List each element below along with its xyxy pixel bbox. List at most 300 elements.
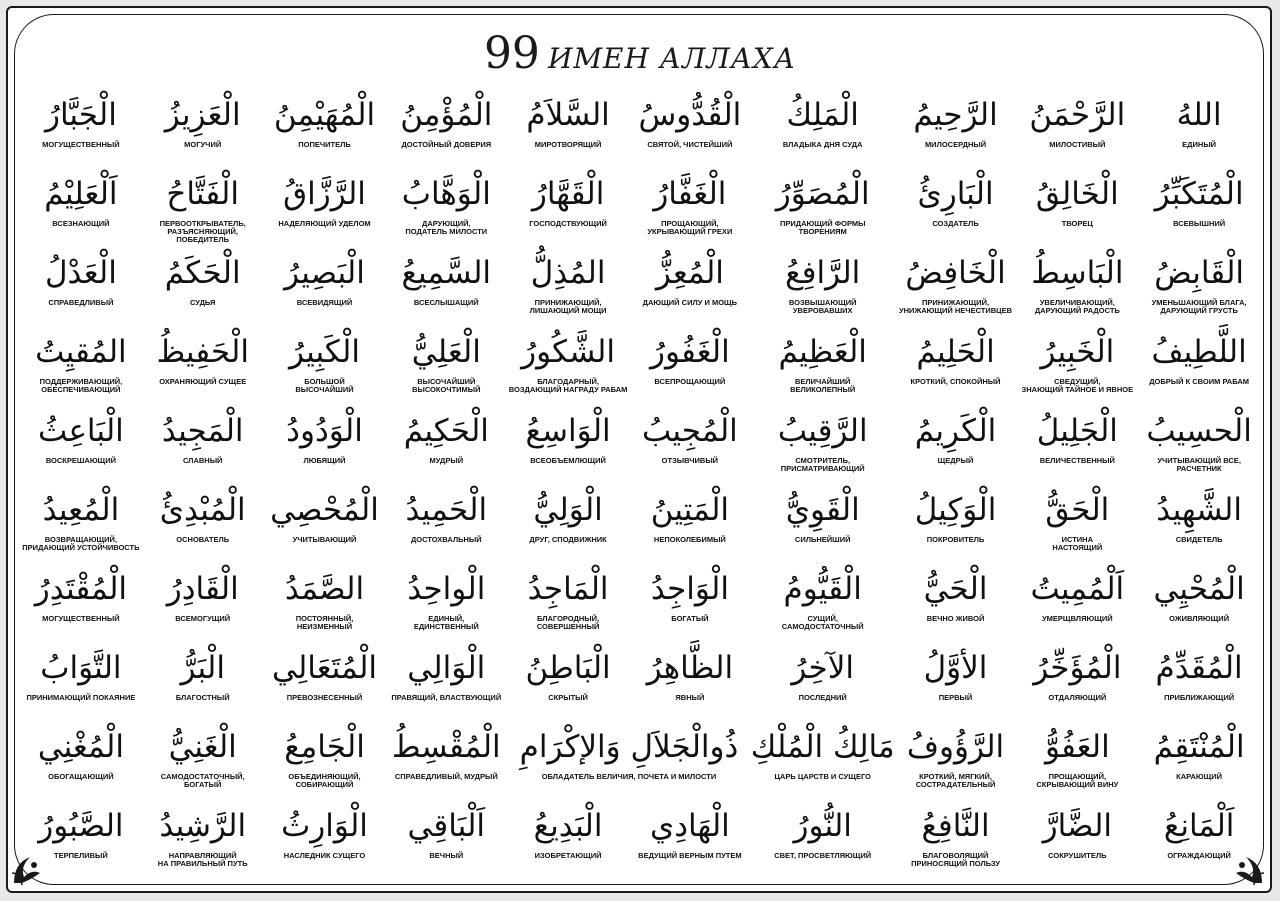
russian-meaning: НАПРАВЛЯЮЩИЙ НА ПРАВИЛЬНЫЙ ПУТЬ xyxy=(157,851,248,868)
russian-meaning: ДАРУЮЩИЙ, ПОДАТЕЛЬ МИЛОСТИ xyxy=(405,219,488,236)
name-cell xyxy=(385,406,507,485)
name-cell xyxy=(629,248,751,327)
russian-meaning: ИЗОБРЕТАЮЩИЙ xyxy=(534,851,602,860)
arabic-name: اَلْمَانِعُ xyxy=(1163,808,1235,844)
russian-meaning: ПРЕВОЗНЕСЕННЫЙ xyxy=(286,693,363,702)
russian-meaning: ВЛАДЫКА ДНЯ СУДА xyxy=(782,140,863,149)
name-cell xyxy=(142,248,264,327)
arabic-name: الْبَارِئُ xyxy=(917,176,994,212)
russian-meaning: ПРОЩАЮЩИЙ, СКРЫВАЮЩИЙ ВИНУ xyxy=(1036,772,1119,789)
arabic-name: الْغَفُورُ xyxy=(650,334,730,370)
russian-meaning: ДОБРЫЙ К СВОИМ РАБАМ xyxy=(1149,377,1249,386)
russian-meaning: ВЕДУЩИЙ ВЕРНЫМ ПУТЕМ xyxy=(638,851,742,860)
arabic-name: الْوَكِيلُ xyxy=(914,492,997,528)
name-cell xyxy=(507,722,751,801)
name-cell xyxy=(385,90,507,169)
russian-meaning: ПРИБЛИЖАЮЩИЙ xyxy=(1164,693,1235,702)
arabic-name: الْخَبِيرُ xyxy=(1040,334,1115,370)
arabic-name: العَفُوُّ xyxy=(1044,729,1110,765)
name-cell xyxy=(264,564,386,643)
arabic-name: الْمُغْنِي xyxy=(37,729,124,765)
arabic-name: اللهُ xyxy=(1176,97,1222,133)
name-cell xyxy=(1138,722,1260,801)
name-cell xyxy=(895,169,1017,248)
name-cell xyxy=(1016,169,1138,248)
name-cell xyxy=(629,327,751,406)
name-cell xyxy=(895,406,1017,485)
name-cell xyxy=(1138,801,1260,880)
name-cell xyxy=(264,485,386,564)
russian-meaning: ОХРАНЯЮЩИЙ СУЩЕЕ xyxy=(159,377,247,386)
arabic-name: التَّوَابُ xyxy=(40,650,122,686)
name-cell xyxy=(895,643,1017,722)
name-cell xyxy=(751,564,895,643)
russian-meaning: НЕПОКОЛЕБИМЫЙ xyxy=(653,535,726,544)
name-cell xyxy=(142,406,264,485)
russian-meaning: ОТДАЛЯЮЩИЙ xyxy=(1048,693,1107,702)
russian-meaning: ОБОГАЩАЮЩИЙ xyxy=(48,772,114,781)
name-cell xyxy=(264,406,386,485)
names-grid xyxy=(20,90,1260,880)
name-cell xyxy=(264,90,386,169)
name-cell xyxy=(629,564,751,643)
name-cell xyxy=(507,485,629,564)
name-cell xyxy=(385,248,507,327)
russian-meaning: ЦАРЬ ЦАРСТВ И СУЩЕГО xyxy=(774,772,871,781)
russian-meaning: ПРАВЯЩИЙ, ВЛАСТВУЮЩИЙ xyxy=(391,693,502,702)
name-cell xyxy=(142,801,264,880)
arabic-name: الضَّارَّ xyxy=(1042,808,1112,844)
arabic-name: الْمَلِكُ xyxy=(786,97,859,133)
title-number: 99 xyxy=(483,28,540,79)
name-cell xyxy=(895,90,1017,169)
name-cell xyxy=(264,248,386,327)
name-cell xyxy=(20,643,142,722)
name-cell xyxy=(264,327,386,406)
russian-meaning: МОГУЩЕСТВЕННЫЙ xyxy=(42,140,120,149)
arabic-name: الْمُنْتَقِمُ xyxy=(1153,729,1245,765)
arabic-name: الْمُؤَخِّرُ xyxy=(1033,650,1122,686)
russian-meaning: БЛАГОВОЛЯЩИЙ ПРИНОСЯЩИЙ ПОЛЬЗУ xyxy=(911,851,1000,868)
russian-meaning: ПОСТОЯННЫЙ, НЕИЗМЕННЫЙ xyxy=(295,614,354,631)
russian-meaning: ЛЮБЯЩИЙ xyxy=(303,456,346,465)
arabic-name: الْقَهَّارُ xyxy=(531,176,605,212)
name-cell xyxy=(1016,643,1138,722)
name-cell xyxy=(20,564,142,643)
russian-meaning: УЧИТЫВАЮЩИЙ ВСЕ, РАСЧЕТНИК xyxy=(1157,456,1241,473)
russian-meaning: САМОДОСТАТОЧНЫЙ, БОГАТЫЙ xyxy=(160,772,245,789)
arabic-name: الآخِرُ xyxy=(791,650,854,686)
russian-meaning: ТВОРЕЦ xyxy=(1061,219,1093,228)
russian-meaning: КРОТКИЙ, СПОКОЙНЫЙ xyxy=(910,377,1001,386)
russian-meaning: ЩЕДРЫЙ xyxy=(937,456,974,465)
name-cell xyxy=(895,801,1017,880)
name-cell xyxy=(264,643,386,722)
name-cell xyxy=(629,169,751,248)
arabic-name: الْعَزِيزُ xyxy=(164,97,241,133)
russian-meaning: БЛАГОДАРНЫЙ, ВОЗДАЮЩИЙ НАГРАДУ РАБАМ xyxy=(508,377,628,394)
name-cell xyxy=(385,169,507,248)
russian-meaning: ВЕЛИЧАЙШИЙ ВЕЛИКОЛЕПНЫЙ xyxy=(790,377,856,394)
russian-meaning: НАСЛЕДНИК СУЩЕГО xyxy=(283,851,366,860)
arabic-name: الْحَقُّ xyxy=(1045,492,1110,528)
arabic-name: الْغَفَّارُ xyxy=(653,176,727,212)
name-cell xyxy=(1138,485,1260,564)
arabic-name: الْمَجِيدُ xyxy=(161,413,244,449)
name-cell xyxy=(507,248,629,327)
arabic-name: الْحَيُّ xyxy=(923,571,988,607)
russian-meaning: СКРЫТЫЙ xyxy=(548,693,588,702)
russian-meaning: СВИДЕТЕЛЬ xyxy=(1175,535,1223,544)
russian-meaning: МУДРЫЙ xyxy=(429,456,464,465)
arabic-name: النُّورُ xyxy=(793,808,852,844)
arabic-name: اللَّطِيفُ xyxy=(1151,334,1247,370)
arabic-name: الْبَرُّ xyxy=(180,650,225,686)
russian-meaning: МОГУЩЕСТВЕННЫЙ xyxy=(42,614,120,623)
arabic-name: الْوَدُودُ xyxy=(286,413,363,449)
russian-meaning: МИРОТВОРЯЩИЙ xyxy=(534,140,602,149)
name-cell xyxy=(751,801,895,880)
russian-meaning: ПЕРВЫЙ xyxy=(938,693,973,702)
russian-meaning: СПРАВЕДЛИВЫЙ, МУДРЫЙ xyxy=(394,772,498,781)
russian-meaning: ПЕРВООТКРЫВАТЕЛЬ, РАЗЪЯСНЯЮЩИЙ, ПОБЕДИТЕЛЬ xyxy=(159,219,246,244)
arabic-name: الْكَبِيرُ xyxy=(289,334,360,370)
name-cell xyxy=(629,406,751,485)
russian-meaning: СУЩИЙ, САМОДОСТАТОЧНЫЙ xyxy=(781,614,864,631)
arabic-name: اَلْبَاقِي xyxy=(407,808,486,844)
name-cell xyxy=(264,801,386,880)
arabic-name: الْمُقْسِطُ xyxy=(391,729,501,765)
name-cell xyxy=(385,564,507,643)
name-cell xyxy=(1138,327,1260,406)
arabic-name: الْبَاطِنُ xyxy=(525,650,611,686)
name-cell xyxy=(20,722,142,801)
name-cell xyxy=(1016,406,1138,485)
russian-meaning: ВЕЛИЧЕСТВЕННЫЙ xyxy=(1039,456,1115,465)
arabic-name: المُقيِتُ xyxy=(35,334,127,370)
name-cell xyxy=(1138,90,1260,169)
russian-meaning: МОГУЧИЙ xyxy=(184,140,222,149)
russian-meaning: ОГРАЖДАЮЩИЙ xyxy=(1167,851,1231,860)
arabic-name: الْمُهَيْمِنُ xyxy=(273,97,376,133)
arabic-name: الْعَدْلُ xyxy=(45,255,117,291)
name-cell xyxy=(142,90,264,169)
name-cell xyxy=(751,248,895,327)
name-cell xyxy=(895,564,1017,643)
russian-meaning: ВОЗВРАЩАЮЩИЙ, ПРИДАЮЩИЙ УСТОЙЧИВОСТЬ xyxy=(22,535,140,552)
arabic-name: اَلْمُمِيتُ xyxy=(1030,571,1125,607)
arabic-name: المُذِلُّ xyxy=(530,255,606,291)
name-cell xyxy=(1016,327,1138,406)
name-cell xyxy=(507,169,629,248)
name-cell xyxy=(142,485,264,564)
name-cell xyxy=(142,327,264,406)
russian-meaning: СВЯТОЙ, ЧИСТЕЙШИЙ xyxy=(647,140,733,149)
russian-meaning: БОГАТЫЙ xyxy=(671,614,709,623)
name-cell xyxy=(629,801,751,880)
name-cell xyxy=(1138,248,1260,327)
russian-meaning: ДОСТОХВАЛЬНЫЙ xyxy=(410,535,482,544)
arabic-name: الْبَصِيرُ xyxy=(284,255,365,291)
arabic-name: الرَّافِعُ xyxy=(785,255,861,291)
name-cell xyxy=(507,643,629,722)
arabic-name: الرَّزَّاقُ xyxy=(283,176,366,212)
arabic-name: الْحَكَمُ xyxy=(164,255,241,291)
name-cell xyxy=(751,169,895,248)
russian-meaning: СВЕДУЩИЙ, ЗНАЮЩИЙ ТАЙНОЕ И ЯВНОЕ xyxy=(1021,377,1134,394)
name-cell xyxy=(1016,485,1138,564)
arabic-name: الْخَالِقُ xyxy=(1035,176,1119,212)
arabic-name: الْجَامِعُ xyxy=(284,729,365,765)
arabic-name: الْخَافِضُ xyxy=(905,255,1006,291)
arabic-name: الْمُقَدِّمُ xyxy=(1155,650,1243,686)
arabic-name: الْقَادِرُ xyxy=(166,571,239,607)
russian-meaning: СИЛЬНЕЙШИЙ xyxy=(794,535,851,544)
russian-meaning: ДРУГ, СПОДВИЖНИК xyxy=(529,535,607,544)
russian-meaning: ДАЮЩИЙ СИЛУ И МОЩЬ xyxy=(642,298,738,307)
arabic-name: الْحَفِيظُ xyxy=(156,334,249,370)
name-cell xyxy=(507,406,629,485)
arabic-name: الرَّحْمَنُ xyxy=(1029,97,1126,133)
arabic-name: الْمُعِزُّ xyxy=(655,255,724,291)
russian-meaning: БОЛЬШОЙ ВЫСОЧАЙШИЙ xyxy=(295,377,354,394)
arabic-name: الْواحِدُ xyxy=(407,571,486,607)
russian-meaning: ОЖИВЛЯЮЩИЙ xyxy=(1169,614,1230,623)
russian-meaning: БЛАГОСТНЫЙ xyxy=(175,693,230,702)
name-cell xyxy=(895,248,1017,327)
russian-meaning: ЕДИНЫЙ xyxy=(1182,140,1217,149)
name-cell xyxy=(751,643,895,722)
arabic-name: الصَّبُورُ xyxy=(38,808,124,844)
name-cell xyxy=(385,643,507,722)
russian-meaning: НАДЕЛЯЮЩИЙ УДЕЛОМ xyxy=(278,219,371,228)
arabic-name: الْوَهَّابُ xyxy=(401,176,491,212)
arabic-name: الأوَّلُ xyxy=(923,650,988,686)
russian-meaning: ПРИНИЖАЮЩИЙ, ЛИШАЮЩИЙ МОЩИ xyxy=(529,298,607,315)
arabic-name: الْعَظِيمُ xyxy=(778,334,867,370)
arabic-name: الْقَابِضُ xyxy=(1154,255,1245,291)
name-cell xyxy=(142,169,264,248)
russian-meaning: ПРИДАЮЩИЙ ФОРМЫ ТВОРЕНИЯМ xyxy=(779,219,866,236)
name-cell xyxy=(20,327,142,406)
russian-meaning: УЧИТЫВАЮЩИЙ xyxy=(292,535,357,544)
russian-meaning: СВЕТ, ПРОСВЕТЛЯЮЩИЙ xyxy=(774,851,872,860)
title-text: ИМЕН АЛЛАХА xyxy=(547,42,797,75)
russian-meaning: ВСЕПРОЩАЮЩИЙ xyxy=(654,377,726,386)
arabic-name: الْمَاجِدُ xyxy=(527,571,609,607)
arabic-name: الرَّقِيبُ xyxy=(777,413,868,449)
arabic-name: الْوَاجِدُ xyxy=(650,571,729,607)
arabic-name: الْمُتَعَالِي xyxy=(271,650,378,686)
russian-meaning: СУДЬЯ xyxy=(189,298,216,307)
arabic-name: النَّافِعُ xyxy=(921,808,990,844)
russian-meaning: ОСНОВАТЕЛЬ xyxy=(176,535,230,544)
arabic-name: الْجَبَّارُ xyxy=(44,97,117,133)
russian-meaning: ВСЕСЛЫШАЩИЙ xyxy=(413,298,479,307)
arabic-name: الْمُبْدِئُ xyxy=(159,492,246,528)
arabic-name: الْمُقْتَدِرُ xyxy=(34,571,128,607)
name-cell xyxy=(751,327,895,406)
arabic-name: الشَّكُورُ xyxy=(521,334,615,370)
arabic-name: الْحَمِيدُ xyxy=(405,492,488,528)
name-cell xyxy=(1016,90,1138,169)
arabic-name: الْمُصَوِّرُ xyxy=(775,176,870,212)
name-cell xyxy=(895,722,1017,801)
name-cell xyxy=(751,406,895,485)
name-cell xyxy=(629,485,751,564)
name-cell xyxy=(20,406,142,485)
name-cell xyxy=(1016,722,1138,801)
name-cell xyxy=(20,169,142,248)
name-cell xyxy=(629,643,751,722)
russian-meaning: ВОСКРЕШАЮЩИЙ xyxy=(45,456,116,465)
arabic-name: الْعَلِيُّ xyxy=(411,334,481,370)
name-cell xyxy=(751,722,895,801)
arabic-name: الْبَدِيعُ xyxy=(533,808,603,844)
russian-meaning: ПОПЕЧИТЕЛЬ xyxy=(298,140,351,149)
arabic-name: الْقُدُّوسُ xyxy=(638,97,742,133)
arabic-name: الْحَكِيمُ xyxy=(403,413,489,449)
arabic-name: الْحسِيبُ xyxy=(1146,413,1252,449)
name-cell xyxy=(1138,643,1260,722)
russian-meaning: ПРИНИМАЮЩИЙ ПОКАЯНИЕ xyxy=(26,693,136,702)
russian-meaning: СПРАВЕДЛИВЫЙ xyxy=(48,298,114,307)
russian-meaning: УМЕНЬШАЮЩИЙ БЛАГА, ДАРУЮЩИЙ ГРУСТЬ xyxy=(1151,298,1247,315)
name-cell xyxy=(20,485,142,564)
russian-meaning: СМОТРИТЕЛЬ, ПРИСМАТРИВАЮЩИЙ xyxy=(780,456,865,473)
arabic-name: الْبَاسِطُ xyxy=(1031,255,1124,291)
name-cell xyxy=(751,90,895,169)
arabic-name: الْحَلِيمُ xyxy=(916,334,995,370)
russian-meaning: ПРОЩАЮЩИЙ, УКРЫВАЮЩИЙ ГРЕХИ xyxy=(647,219,733,236)
arabic-name: الْبَاعِثُ xyxy=(38,413,124,449)
russian-meaning: ЕДИНЫЙ, ЕДИНСТВЕННЫЙ xyxy=(413,614,479,631)
russian-meaning: МИЛОСЕРДНЫЙ xyxy=(924,140,987,149)
name-cell xyxy=(507,90,629,169)
arabic-name: السَّلاَمُ xyxy=(526,97,610,133)
name-cell xyxy=(751,485,895,564)
russian-meaning: ПОДДЕРЖИВАЮЩИЙ, ОБЕСПЕЧИВАЮЩИЙ xyxy=(39,377,123,394)
name-cell xyxy=(1016,248,1138,327)
arabic-name: الرَّؤُوفُ xyxy=(906,729,1005,765)
arabic-name: الْمَتِينُ xyxy=(650,492,730,528)
arabic-name: الْوَالِي xyxy=(407,650,486,686)
arabic-name: الْكَرِيمُ xyxy=(914,413,997,449)
russian-meaning: СОКРУШИТЕЛЬ xyxy=(1048,851,1107,860)
name-cell xyxy=(629,90,751,169)
arabic-name: الْوَارِثُ xyxy=(281,808,368,844)
russian-meaning: ОТЗЫВЧИВЫЙ xyxy=(661,456,719,465)
page-title xyxy=(0,28,1280,79)
name-cell xyxy=(20,801,142,880)
russian-meaning: ОБЛАДАТЕЛЬ ВЕЛИЧИЯ, ПОЧЕТА И МИЛОСТИ xyxy=(541,772,717,781)
russian-meaning: ВСЕОБЪЕМЛЮЩИЙ xyxy=(530,456,606,465)
name-cell xyxy=(895,485,1017,564)
arabic-name: الرَّحِيمُ xyxy=(913,97,998,133)
name-cell xyxy=(385,327,507,406)
name-cell xyxy=(142,722,264,801)
arabic-name: الْمُحْصِي xyxy=(270,492,379,528)
arabic-name: الشَّهِيدُ xyxy=(1156,492,1242,528)
russian-meaning: МИЛОСТИВЫЙ xyxy=(1049,140,1106,149)
arabic-name: الصَّمَدُ xyxy=(284,571,365,607)
name-cell xyxy=(1138,169,1260,248)
russian-meaning: ВСЕЗНАЮЩИЙ xyxy=(52,219,110,228)
arabic-name: مَالِكُ الْمُلْكِ xyxy=(750,729,895,765)
russian-meaning: ПРИНИЖАЮЩИЙ, УНИЖАЮЩИЙ НЕЧЕСТИВЦЕВ xyxy=(898,298,1013,315)
russian-meaning: УВЕЛИЧИВАЮЩИЙ, ДАРУЮЩИЙ РАДОСТЬ xyxy=(1034,298,1120,315)
arabic-name: الْقَوِيُّ xyxy=(785,492,860,528)
russian-meaning: ВСЕВИДЯЩИЙ xyxy=(296,298,353,307)
name-cell xyxy=(895,327,1017,406)
russian-meaning: ГОСПОДСТВУЮЩИЙ xyxy=(529,219,607,228)
russian-meaning: КАРАЮЩИЙ xyxy=(1176,772,1223,781)
russian-meaning: ВЕЧНО ЖИВОЙ xyxy=(926,614,985,623)
russian-meaning: ВОЗВЫШАЮЩИЙ УВЕРОВАВШИХ xyxy=(788,298,857,315)
arabic-name: الْمُحْيِي xyxy=(1153,571,1245,607)
russian-meaning: ОБЪЕДИНЯЮЩИЙ, СОБИРАЮЩИЙ xyxy=(288,772,361,789)
arabic-name: الْمُعِيدُ xyxy=(42,492,120,528)
arabic-name: السَّمِيعُ xyxy=(401,255,492,291)
russian-meaning: ТЕРПЕЛИВЫЙ xyxy=(54,851,108,860)
arabic-name: الْوَاسِعُ xyxy=(525,413,611,449)
name-cell xyxy=(264,169,386,248)
arabic-name: الْغَنِيُّ xyxy=(168,729,237,765)
arabic-name: الظَّاهِرُ xyxy=(646,650,734,686)
arabic-name: الْهَادِي xyxy=(649,808,730,844)
russian-meaning: УМЕРЩВЛЯЮЩИЙ xyxy=(1042,614,1113,623)
name-cell xyxy=(385,722,507,801)
name-cell xyxy=(264,722,386,801)
name-cell xyxy=(1016,801,1138,880)
arabic-name: الْوَلِيُّ xyxy=(533,492,603,528)
russian-meaning: ВСЕМОГУЩИЙ xyxy=(175,614,231,623)
name-cell xyxy=(1138,406,1260,485)
russian-meaning: ИСТИНА НАСТОЯЩИЙ xyxy=(1052,535,1103,552)
arabic-name: الْفَتَّاحُ xyxy=(166,176,239,212)
arabic-name: الْجَلِيلُ xyxy=(1036,413,1118,449)
arabic-name: اَلْعَلِيْمُ xyxy=(44,176,118,212)
name-cell xyxy=(507,564,629,643)
name-cell xyxy=(142,643,264,722)
arabic-name: ذُوالْجَلاَلِ وَالإكْرَامِ xyxy=(519,729,739,765)
arabic-name: الْمُجِيبُ xyxy=(641,413,738,449)
arabic-name: الْمُؤْمِنُ xyxy=(400,97,493,133)
russian-meaning: КРОТКИЙ, МЯГКИЙ, СОСТРАДАТЕЛЬНЫЙ xyxy=(915,772,996,789)
russian-meaning: ВЕЧНЫЙ xyxy=(429,851,464,860)
name-cell xyxy=(385,485,507,564)
name-cell xyxy=(20,248,142,327)
russian-meaning: ЯВНЫЙ xyxy=(675,693,705,702)
name-cell xyxy=(385,801,507,880)
russian-meaning: ПОСЛЕДНИЙ xyxy=(798,693,847,702)
russian-meaning: ВСЕВЫШНИЙ xyxy=(1173,219,1226,228)
arabic-name: الْقَيُّومُ xyxy=(783,571,862,607)
name-cell xyxy=(1138,564,1260,643)
arabic-name: الْمُتَكَبِّرُ xyxy=(1154,176,1244,212)
name-cell xyxy=(142,564,264,643)
name-cell xyxy=(507,327,629,406)
arabic-name: الرَّشِيدُ xyxy=(159,808,247,844)
russian-meaning: ВЫСОЧАЙШИЙ ВЫСОКОЧТИМЫЙ xyxy=(412,377,481,394)
name-cell xyxy=(1016,564,1138,643)
name-cell xyxy=(507,801,629,880)
russian-meaning: ДОСТОЙНЫЙ ДОВЕРИЯ xyxy=(401,140,492,149)
name-cell xyxy=(20,90,142,169)
russian-meaning: СЛАВНЫЙ xyxy=(182,456,223,465)
russian-meaning: СОЗДАТЕЛЬ xyxy=(932,219,979,228)
russian-meaning: БЛАГОРОДНЫЙ, СОВЕРШЕННЫЙ xyxy=(536,614,600,631)
